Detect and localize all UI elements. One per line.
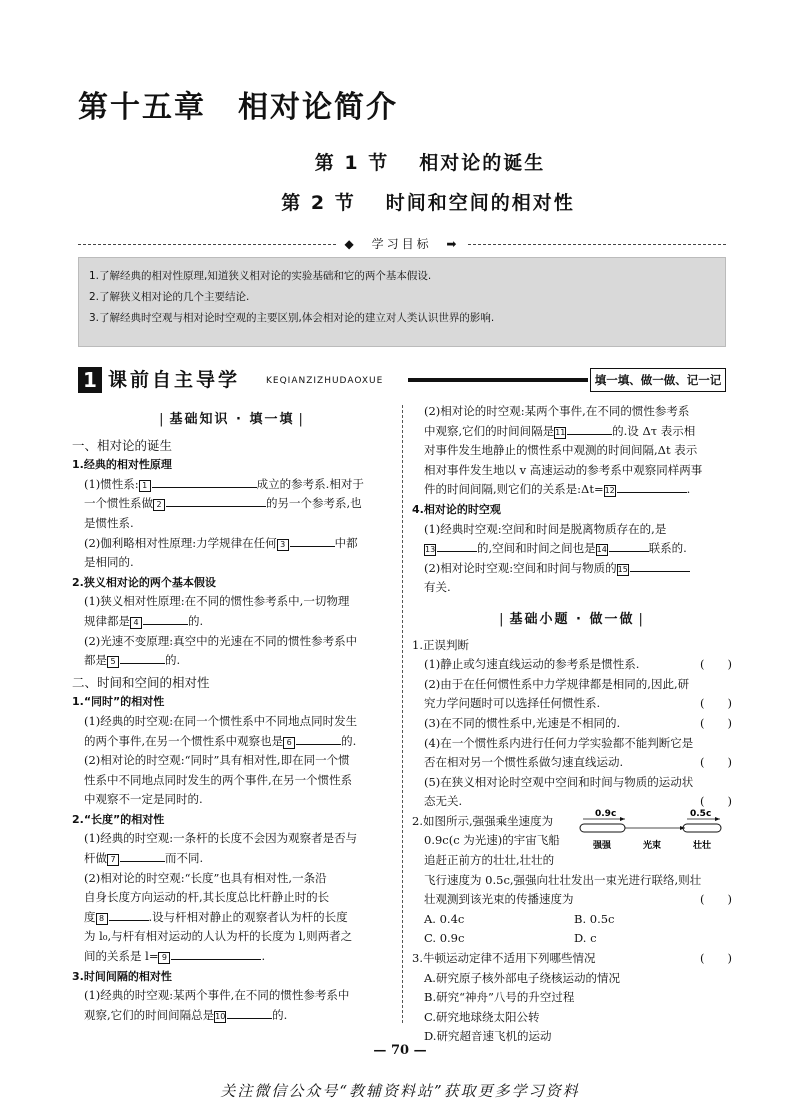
- paragraph: (2)相对论时空观:空间和时间与物质的15: [412, 559, 732, 579]
- banner-number: 1: [78, 367, 102, 393]
- heading: 一、相对论的诞生: [72, 437, 173, 453]
- paragraph: 为 l₀,与杆有相对运动的人认为杆的长度为 l,则两者之: [84, 929, 353, 944]
- subheading: 1.经典的相对性原理: [72, 458, 172, 472]
- left-column: [72, 402, 392, 1025]
- ship-2: [683, 824, 721, 832]
- goal-item: 3.了解经典时空观与相对论时空观的主要区别,体会相对论的建立对人类认识世界的影响.: [89, 312, 495, 324]
- question-line: 飞行速度为 0.5c,强强向壮壮发出一束光进行联络,则壮: [424, 872, 702, 887]
- paragraph: 是惯性系.: [84, 515, 134, 530]
- question-line: 追赶正前方的壮壮,壮壮的: [424, 853, 555, 868]
- paragraph: 一个惯性系做 2 的另一个参考系,也: [84, 496, 362, 511]
- paragraph: 对事件发生地静止的惯性系中观测的时间间隔,Δt 表示: [424, 443, 698, 458]
- page-number: — 70 —: [373, 1043, 427, 1058]
- statement: (5)在狭义相对论时空观中空间和时间与物质的运动状: [424, 774, 694, 789]
- subheading: 2.狭义相对论的两个基本假设: [72, 575, 216, 589]
- goals-header: ◆ 学习目标 ➡: [78, 235, 726, 253]
- options-row: A. 0.4c B. 0.5c: [424, 911, 615, 926]
- statement: (3)在不同的惯性系中,光速是不相同的. ( ): [424, 715, 732, 730]
- subheading: 1.“同时”的相对性: [72, 695, 165, 709]
- goal-item: 1.了解经典的相对性原理,知道狭义相对论的实验基础和它的两个基本假设.: [89, 270, 432, 282]
- banner-right-label: 填一填、做一做、记一记: [590, 368, 726, 392]
- banner-bar: [408, 378, 588, 382]
- question: 2.如图所示,强强乘坐速度为: [412, 813, 554, 828]
- chapter-title: 第十五章 相对论简介: [78, 90, 398, 125]
- paragraph: 有关.: [424, 580, 451, 595]
- option: D.研究超音速飞机的运动: [424, 1029, 552, 1044]
- section-title-1: 第 1 节 相对论的诞生: [314, 152, 546, 174]
- option: C.研究地球绕太阳公转: [424, 1009, 540, 1024]
- paragraph: 间的关系是 l= 9 .: [84, 949, 266, 964]
- option: A.研究原子核外部电子绕核运动的情况: [424, 970, 620, 985]
- paragraph: (1)狭义相对性原理:在不同的惯性参考系中,一切物理: [84, 594, 350, 609]
- option: B.研究“神舟”八号的升空过程: [424, 990, 575, 1005]
- paragraph: 的两个事件,在另一个惯性系中观察也是 6 的.: [84, 733, 357, 748]
- paragraph: 杆做 7 而不同.: [84, 851, 204, 866]
- statement: (1)静止或匀速直线运动的参考系是惯性系. ( ): [424, 657, 732, 672]
- subheading: 2.“长度”的相对性: [72, 812, 165, 826]
- paragraph: (2)相对论的时空观:“长度”也具有相对性,一条沿: [84, 870, 327, 885]
- paragraph: 自身长度方向运动的杆,其长度总比杆静止时的长: [84, 890, 330, 905]
- paragraph: 规律都是 4 的.: [84, 613, 204, 628]
- spaceship-figure: [575, 806, 725, 858]
- statement: (4)在一个惯性系内进行任何力学实验都不能判断它是: [424, 735, 694, 750]
- paragraph: 中观察,它们的时间间隔是11 的.设 Δτ 表示相: [424, 423, 696, 438]
- arrow-head: [620, 817, 625, 821]
- paragraph: 13 的,空间和时间之间也是14 联系的.: [425, 541, 687, 556]
- arrow-head: [715, 817, 720, 821]
- paragraph: 观察,它们的时间间隔总是10 的.: [84, 1007, 288, 1022]
- paragraph: (1)经典时空观:空间和时间是脱离物质存在的,是: [424, 521, 667, 536]
- banner-title: 课前自主导学: [108, 369, 241, 391]
- paragraph: (2)相对论的时空观:“同时”具有相对性,即在同一个惯: [84, 753, 350, 768]
- subheading: 3.时间间隔的相对性: [72, 969, 172, 983]
- statement: 究力学问题时可以选择任何惯性系. ( ): [424, 696, 732, 711]
- goals-box: [78, 257, 726, 347]
- label-v2: 0.5c: [690, 809, 712, 819]
- paragraph: 性系中不同地点同时发生的两个事件,在另一个惯性系: [84, 772, 353, 787]
- heading: 二、时间和空间的相对性: [72, 674, 210, 690]
- banner-pinyin: KEQIANZIZHUDAOXUE: [266, 376, 384, 386]
- paragraph: (1)惯性系: 1 成立的参考系.相对于: [84, 476, 364, 491]
- statement: 态无关. ( ): [424, 794, 732, 809]
- paragraph: 中观察不一定是同时的.: [84, 792, 203, 807]
- paragraph: 相对事件发生地以 v 高速运动的参考系中观察同样两事: [424, 462, 703, 477]
- paragraph: 件的时间间隔,则它们的关系是:Δt=12 .: [424, 482, 691, 497]
- ship-1: [580, 824, 625, 832]
- paragraph: (2)光速不变原理:真空中的光速在不同的惯性参考系中: [84, 633, 358, 648]
- learning-goals: [78, 235, 726, 355]
- label-beam: 光束: [643, 841, 662, 851]
- goal-item: 2.了解狭义相对论的几个主要结论.: [89, 291, 250, 303]
- label-name2: 壮壮: [693, 841, 712, 851]
- column-divider: [402, 405, 403, 1023]
- paragraph: 是相同的.: [84, 555, 134, 570]
- paragraph: 度 8 .设与杆相对静止的观察者认为杆的长度: [84, 909, 348, 924]
- statement: 否在相对另一个惯性系做匀速直线运动. ( ): [424, 755, 732, 770]
- statement: (2)由于在任何惯性系中力学规律都是相同的,因此,研: [424, 676, 690, 691]
- paragraph: (2)相对论的时空观:某两个事件,在不同的惯性参考系: [424, 404, 690, 418]
- subheading: 4.相对论的时空观: [412, 502, 501, 516]
- question: 1.正误判断: [412, 637, 469, 652]
- right-column: [412, 402, 732, 1047]
- question-line: 壮观测到该光束的传播速度为 ( ): [424, 892, 732, 907]
- block-head: | 基础知识 · 填一填 |: [159, 412, 305, 427]
- paragraph: (1)经典的时空观:在同一个惯性系中不同地点同时发生: [84, 713, 358, 728]
- label-name1: 强强: [593, 841, 612, 851]
- section-title-2: 第 2 节 时间和空间的相对性: [281, 192, 575, 214]
- paragraph: (2)伽利略相对性原理:力学规律在任何 3 中都: [84, 535, 358, 550]
- footer-note: 关注微信公众号“教辅资料站”获取更多学习资料: [220, 1082, 580, 1100]
- block-head: | 基础小题 · 做一做 |: [499, 611, 645, 627]
- label-v1: 0.9c: [595, 809, 617, 819]
- paragraph: (1)经典的时空观:某两个事件,在不同的惯性参考系中: [84, 988, 350, 1003]
- paragraph: (1)经典的时空观:一条杆的长度不会因为观察者是否与: [84, 831, 358, 846]
- section-banner: [78, 367, 726, 393]
- options-row: C. 0.9c D. c: [424, 931, 597, 946]
- question-line: 0.9c(c 为光速)的宇宙飞船: [424, 833, 560, 848]
- question: 3.牛顿运动定律不适用下列哪些情况 ( ): [412, 951, 732, 966]
- paragraph: 都是 5 的.: [84, 653, 181, 668]
